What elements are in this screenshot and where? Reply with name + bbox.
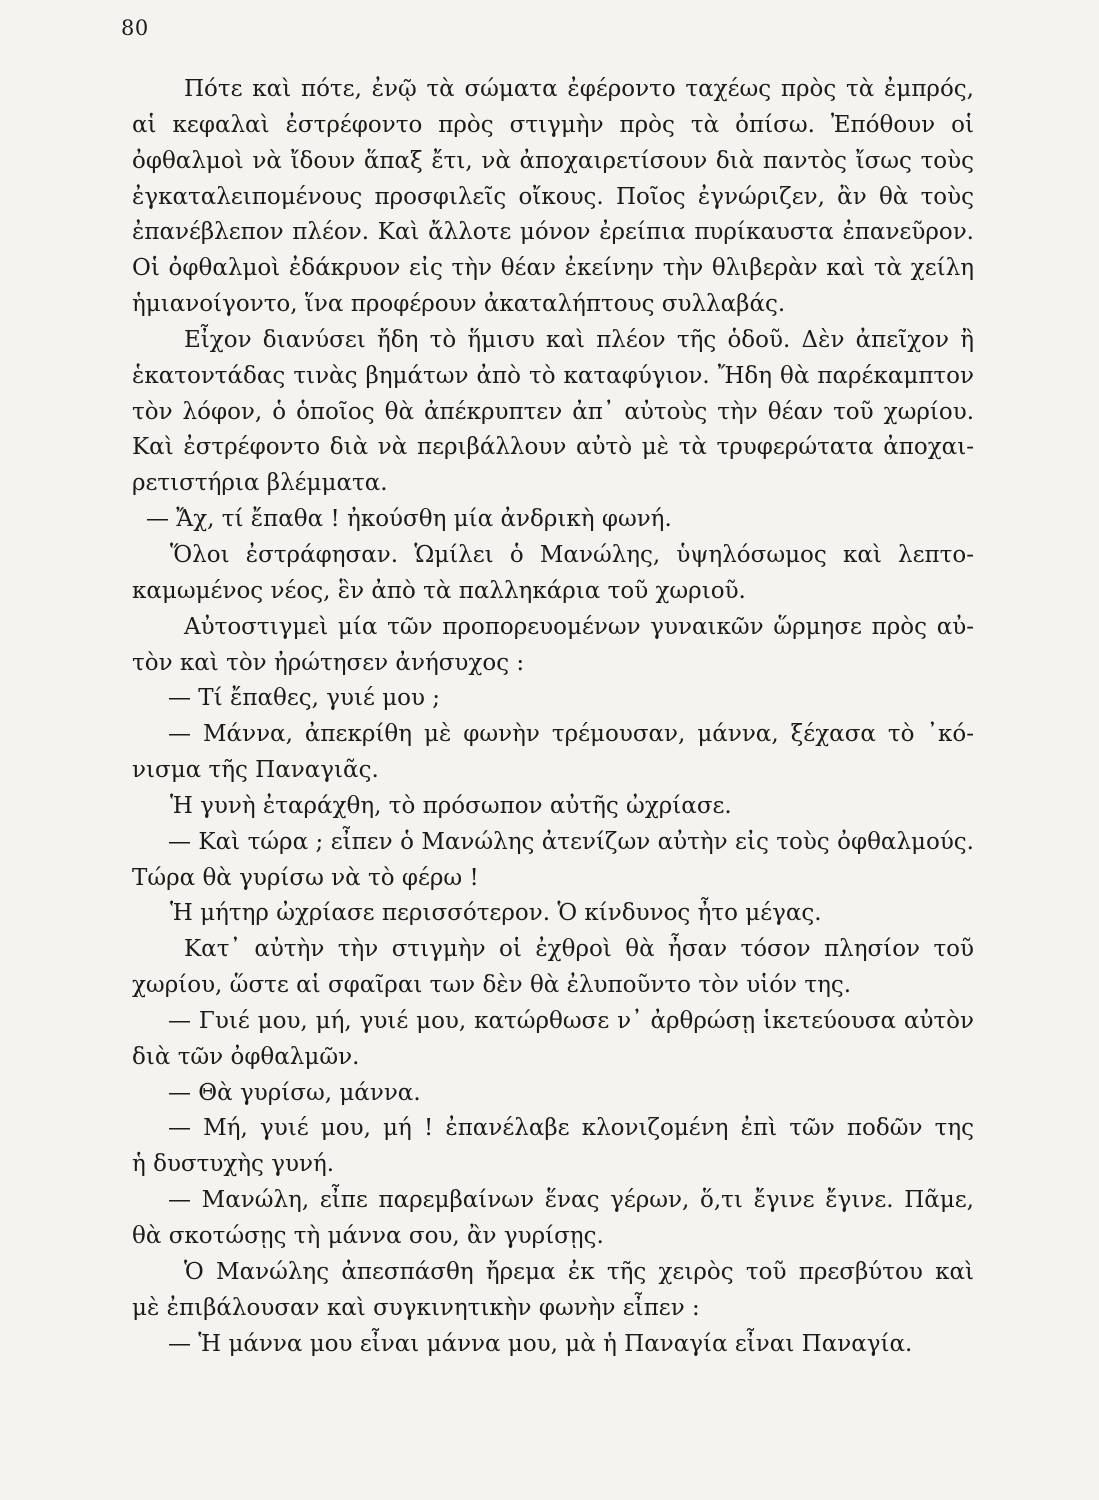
text-line: αἱ κεφαλαὶ ἐστρέφοντο πρὸς στιγμὴν πρὸς τὰ ὀπίσω. Ἐπόθουν οἱ — [132, 111, 974, 138]
text-line: — Ἡ μάννα μου εἶναι μάννα μου, μὰ ἡ Παναγία εἶναι Παναγία. — [168, 1330, 913, 1357]
text-line: νισμα τῆς Παναγιᾶς. — [132, 757, 379, 784]
text-line: — Ἄχ, τί ἔπαθα ! ἠκούσθη μία ἀνδρικὴ φωνή. — [146, 506, 672, 533]
text-line: ἡ δυστυχὴς γυνή. — [132, 1151, 335, 1178]
text-line: — Μάννα, ἀπεκρίθη μὲ φωνὴν τρέμουσαν, μάννα, ξέχασα τὸ ᾽κό- — [168, 721, 974, 748]
text-line: Κατ᾽ αὐτὴν τὴν στιγμὴν οἱ ἐχθροὶ θὰ ἦσαν τόσον πλησίον τοῦ — [184, 936, 974, 963]
text-line: διὰ τῶν ὀφθαλμῶν. — [132, 1043, 360, 1070]
text-line: Οἱ ὀφθαλμοὶ ἐδάκρυον εἰς τὴν θέαν ἐκείνην τὴν θλιβερὰν καὶ τὰ χείλη — [132, 255, 974, 282]
text-line: — Καὶ τώρα ; εἶπεν ὁ Μανώλης ἀτενίζων αὐτὴν εἰς τοὺς ὀφθαλμούς. — [168, 828, 974, 855]
text-line: ἐγκαταλειπομένους προσφιλεῖς οἴκους. Ποῖος ἐγνώριζεν, ἂν θὰ τοὺς — [132, 183, 974, 210]
text-line: Πότε καὶ πότε, ἐνῷ τὰ σώματα ἐφέροντο ταχέως πρὸς τὰ ἐμπρός, — [184, 76, 974, 102]
text-line: ὀφθαλμοὶ νὰ ἴδουν ἅπαξ ἔτι, νὰ ἀποχαιρετίσουν διὰ παντὸς ἴσως τοὺς — [132, 147, 974, 174]
text-line: Ὁ Μανώλης ἀπεσπάσθη ἤρεμα ἐκ τῆς χειρὸς τοῦ πρεσβύτου καὶ — [184, 1258, 974, 1285]
text-line: — Μανώλη, εἶπε παρεμβαίνων ἕνας γέρων, ὅ,τι ἔγινε ἔγινε. Πᾶμε, — [168, 1187, 974, 1214]
text-line: ἑκατοντάδας τινὰς βημάτων ἀπὸ τὸ καταφύγιον. Ἤδη θὰ παρέκαμπτον — [132, 362, 974, 389]
text-line: Τώρα θὰ γυρίσω νὰ τὸ φέρω ! — [132, 864, 479, 891]
text-line: τὸν καὶ τὸν ἠρώτησεν ἀνήσυχος : — [132, 649, 525, 676]
text-line: ρετιστήρια βλέμματα. — [132, 470, 388, 497]
text-line: μὲ ἐπιβάλουσαν καὶ συγκινητικὴν φωνὴν εἶπεν : — [132, 1294, 700, 1321]
text-line: — Θὰ γυρίσω, μάννα. — [168, 1079, 421, 1106]
text-line: ἐπανέβλεπον πλέον. Καὶ ἄλλοτε μόνον ἐρείπια πυρίκαυστα ἐπανεῦρον. — [132, 219, 974, 246]
text-line: καμωμένος νέος, ἓν ἀπὸ τὰ παλληκάρια τοῦ χωριοῦ. — [132, 577, 746, 604]
page-number: 80 — [121, 16, 149, 40]
text-line: Ἡ γυνὴ ἐταράχθη, τὸ πρόσωπον αὐτῆς ὠχρίασε. — [170, 792, 732, 819]
text-line: — Μή, γυιέ μου, μή ! ἐπανέλαβε κλονιζομένη ἐπὶ τῶν ποδῶν της — [168, 1115, 974, 1142]
text-line: ἡμιανοίγοντο, ἵνα προφέρουν ἀκαταλήπτους συλλαβάς. — [132, 291, 786, 318]
text-line: — Τί ἔπαθες, γυιέ μου ; — [168, 685, 441, 712]
text-line: χωρίου, ὥστε αἱ σφαῖραι των δὲν θὰ ἐλυποῦντο τὸν υἱόν της. — [132, 972, 852, 999]
text-line: Αὐτοστιγμεὶ μία τῶν προπορευομένων γυναικῶν ὥρμησε πρὸς αὐ- — [184, 613, 974, 640]
text-line: — Γυιέ μου, μή, γυιέ μου, κατώρθωσε ν᾽ ἀρθρώσῃ ἱκετεύουσα αὐτὸν — [168, 1007, 974, 1034]
text-line: Εἶχον διανύσει ἤδη τὸ ἥμισυ καὶ πλέον τῆς ὁδοῦ. Δὲν ἀπεῖχον ἢ — [184, 326, 974, 353]
text-line: θὰ σκοτώσῃς τὴ μάννα σου, ἂν γυρίσῃς. — [132, 1223, 604, 1249]
text-line: Ὅλοι ἐστράφησαν. Ὡμίλει ὁ Μανώλης, ὑψηλόσωμος καὶ λεπτο- — [170, 541, 974, 568]
text-line: Καὶ ἐστρέφοντο διὰ νὰ περιβάλλουν αὐτὸ μὲ τὰ τρυφερώτατα ἀποχαι- — [132, 434, 974, 461]
body-text — [132, 72, 974, 1362]
text-line: τὸν λόφον, ὁ ὁποῖος θὰ ἀπέκρυπτεν ἀπ᾽ αὐτοὺς τὴν θέαν τοῦ χωρίου. — [132, 398, 974, 425]
text-line: Ἡ μήτηρ ὠχρίασε περισσότερον. Ὁ κίνδυνος ἦτο μέγας. — [170, 900, 822, 927]
